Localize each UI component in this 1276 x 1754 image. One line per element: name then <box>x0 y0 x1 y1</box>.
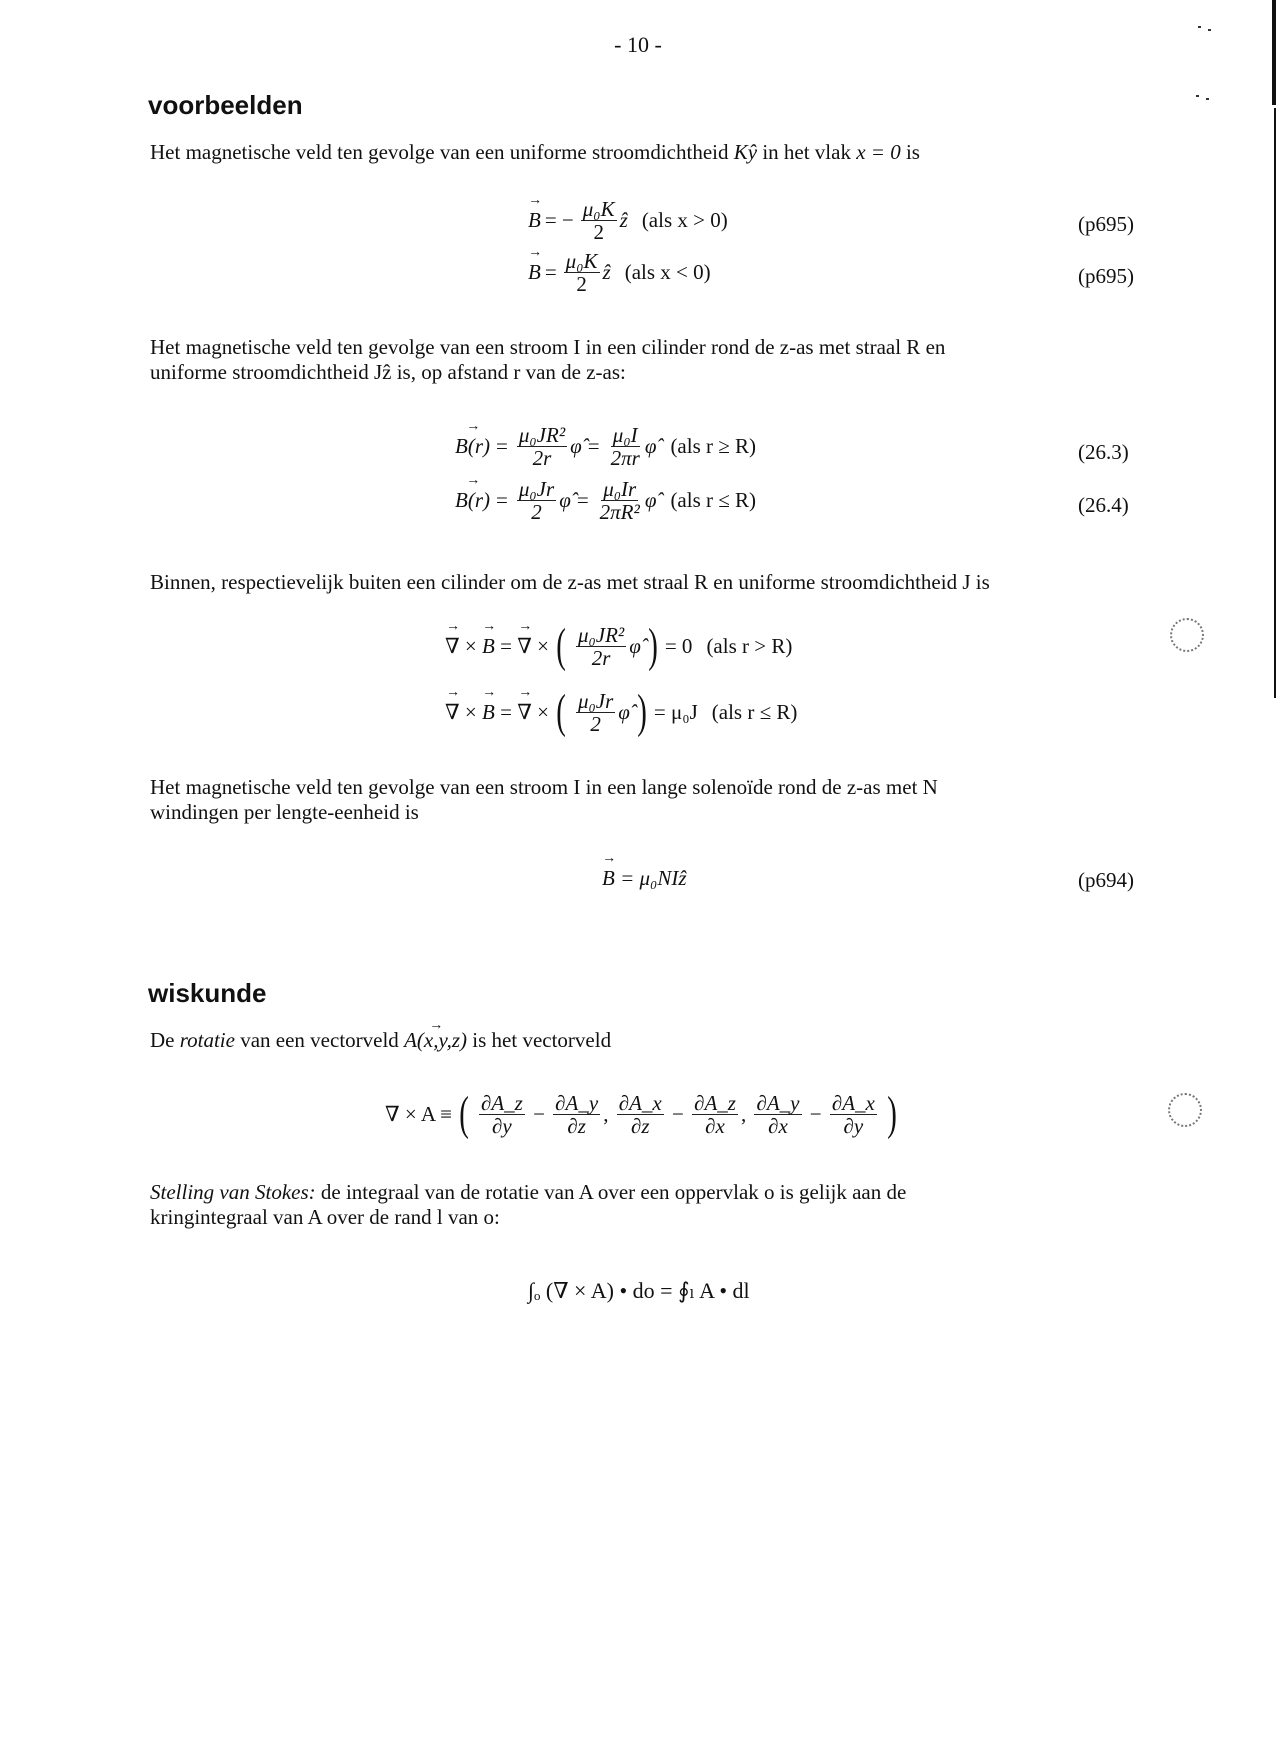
denominator: ∂x <box>768 1113 788 1138</box>
numerator: ∂A_z <box>480 1090 523 1115</box>
paragraph-cylinder-current <box>150 335 1150 385</box>
text: de integraal van de rotatie van A over een oppervlak o is gelijk aan de <box>315 1180 907 1204</box>
equation-label: (p695) <box>1078 212 1134 236</box>
fraction <box>598 478 642 523</box>
condition: (als r ≥ R) <box>670 434 757 458</box>
condition: (als x < 0) <box>624 260 711 284</box>
denominator: ∂y <box>843 1113 864 1138</box>
unit-vector: φ̂ <box>644 434 657 458</box>
numerator: μ₀JR² <box>577 622 625 647</box>
vector-B-r: → B(r) <box>455 434 490 459</box>
result: = 0 <box>664 633 693 658</box>
equation-label: (p695) <box>1078 264 1134 288</box>
fraction <box>517 478 556 523</box>
term-rotatie: rotatie <box>179 1028 235 1052</box>
text: De <box>150 1028 180 1052</box>
vector-B-r: → B(r) <box>455 488 490 513</box>
fraction <box>576 690 615 735</box>
scan-speck <box>1196 95 1199 97</box>
math-condition: x = 0 <box>856 140 901 164</box>
lhs: ∇ × A ≡ <box>385 1101 452 1126</box>
condition: (als r ≤ R) <box>711 699 798 724</box>
numerator: μ₀K <box>565 249 598 273</box>
text: in het vlak <box>757 140 857 164</box>
operator: = − <box>544 208 574 232</box>
text: is <box>900 140 920 164</box>
denominator: 2r <box>532 446 552 470</box>
numerator: ∂A_y <box>756 1090 800 1115</box>
expression: = μ₀NIẑ <box>620 866 687 890</box>
denominator: ∂z <box>567 1113 586 1138</box>
section-heading-voorbeelden: voorbeelden <box>148 90 303 120</box>
text-line: Het magnetische veld ten gevolge van een stroom I in een cilinder rond de z-as met straal R en <box>150 335 946 359</box>
text-line: windingen per lengte-eenheid is <box>150 800 419 824</box>
numerator: μ₀JR² <box>518 423 566 447</box>
equation-solenoid-field <box>602 866 687 891</box>
equation-label: (26.4) <box>1078 493 1129 517</box>
operator: = <box>544 260 557 284</box>
fraction <box>517 424 567 469</box>
paragraph-stokes-theorem <box>150 1180 1150 1230</box>
denominator: 2πR² <box>599 500 640 524</box>
denominator: ∂y <box>492 1113 512 1138</box>
equation-label: (p694) <box>1078 868 1134 892</box>
scan-speck <box>1198 26 1201 28</box>
result: = μ₀J <box>653 699 698 724</box>
fraction <box>564 250 600 295</box>
vector-B: → B <box>602 866 615 891</box>
denominator: ∂z <box>630 1113 650 1138</box>
paragraph-solenoid <box>150 775 1150 825</box>
page-number: - 10 - <box>614 32 662 57</box>
text-line: kringintegraal van A over de rand l van o: <box>150 1205 500 1229</box>
unit-vector: ẑ <box>602 260 611 284</box>
numerator: μ₀I <box>612 423 638 447</box>
vector-field-A: → A(x,y,z) <box>404 1028 467 1053</box>
fraction <box>576 624 626 669</box>
denominator: 2 <box>531 500 542 524</box>
text-line: uniforme stroomdichtheid Jẑ is, op afstand r van de z-as: <box>150 360 626 384</box>
paragraph-inside-outside-cylinder: Binnen, respectievelijk buiten een cilinder om de z-as met straal R en uniforme stroomdichtheid J is <box>150 570 990 594</box>
condition: (als x > 0) <box>641 208 728 232</box>
punch-hole-mark <box>1168 1093 1202 1127</box>
equation-26-4: → B(r) = $\frac{\text{μ₀Jr}}{2}$ φ̂ = $\frac{\text{μ₀Ir}}{\text{2πR²}}$ φ̂ (als r ≤ R) <box>455 478 756 523</box>
fraction <box>609 424 642 469</box>
unit-vector: φ̂ <box>644 488 657 512</box>
text: is het vectorveld <box>467 1028 612 1052</box>
denominator: 2r <box>591 645 611 670</box>
condition: (als r ≤ R) <box>670 488 757 512</box>
equation-26-3: → B(r) = $\frac{\text{μ₀JR²}}{2r}$ φ̂ = $\frac{\text{μ₀I}}{2\pi r}$ φ̂ (als r ≥ R) <box>455 424 756 469</box>
math-symbol: Kŷ <box>733 140 758 164</box>
unit-vector: φ̂ <box>570 434 582 458</box>
numerator: ∂A_z <box>694 1090 736 1115</box>
denominator: 2 <box>593 220 604 244</box>
scan-edge <box>1272 0 1276 105</box>
fraction <box>581 198 617 243</box>
section-heading-wiskunde: wiskunde <box>148 978 267 1008</box>
numerator: μ₀Jr <box>518 477 555 501</box>
numerator: ∂A_x <box>618 1090 662 1115</box>
numerator: ∂A_x <box>831 1090 875 1115</box>
equation-stokes: ∫ₒ (∇ × A) • do = ∮ₗ A • dl <box>528 1278 750 1303</box>
unit-vector: φ̂ <box>559 488 571 512</box>
vector-B: → B <box>528 260 541 285</box>
scan-speck <box>1206 98 1209 100</box>
equation-B-x-negative <box>528 250 711 295</box>
text-line: Het magnetische veld ten gevolge van een stroom I in een lange solenoïde rond de z-as met N <box>150 775 938 799</box>
equation-B-x-positive <box>528 198 728 243</box>
scan-speck <box>1208 29 1211 31</box>
text: van een vectorveld <box>234 1028 405 1052</box>
denominator: ∂x <box>705 1113 725 1138</box>
vector-B: → B <box>528 208 541 233</box>
equation-label: (26.3) <box>1078 440 1129 464</box>
paragraph-uniform-current-density <box>150 140 1150 165</box>
numerator: μ₀K <box>582 197 615 221</box>
paragraph-rotatie-definition <box>150 1028 1150 1053</box>
numerator: μ₀Ir <box>603 477 637 501</box>
denominator: 2πr <box>610 446 640 470</box>
equation-curl-outside: → ∇ × → B = → ∇ × ( $\frac{\text{μ₀JR²}}{2r}$ φ̂ ) = 0 (als r > R) <box>445 622 792 670</box>
stokes-title: Stelling van Stokes: <box>150 1180 316 1204</box>
equation-curl-inside: → ∇ × → B = → ∇ × ( $\frac{\text{μ₀Jr}}{2}$ φ̂ ) = μ₀J (als r ≤ R) <box>445 688 797 736</box>
condition: (als r > R) <box>706 633 793 658</box>
text: Het magnetische veld ten gevolge van een uniforme stroomdichtheid <box>150 140 734 164</box>
punch-hole-mark <box>1170 618 1204 652</box>
unit-vector: ẑ <box>619 208 628 232</box>
numerator: μ₀Jr <box>577 688 614 713</box>
denominator: 2 <box>576 272 587 296</box>
equation-curl-definition: ∇ × A ≡ ( $\frac{\partial A\_z}{\partial y}$ − $\frac{\partial A\_y}{\partial z}$ , $\frac{\partial A\_x}{\partial z}$ − $\frac{\partial A\_z}{\partial x}$ , $\frac{\partial A\_y}{\partial x}$ − $\frac{\partial A\_x}{\partial y}$ ) <box>385 1087 897 1140</box>
numerator: ∂A_y <box>555 1090 599 1115</box>
denominator: 2 <box>590 711 601 736</box>
